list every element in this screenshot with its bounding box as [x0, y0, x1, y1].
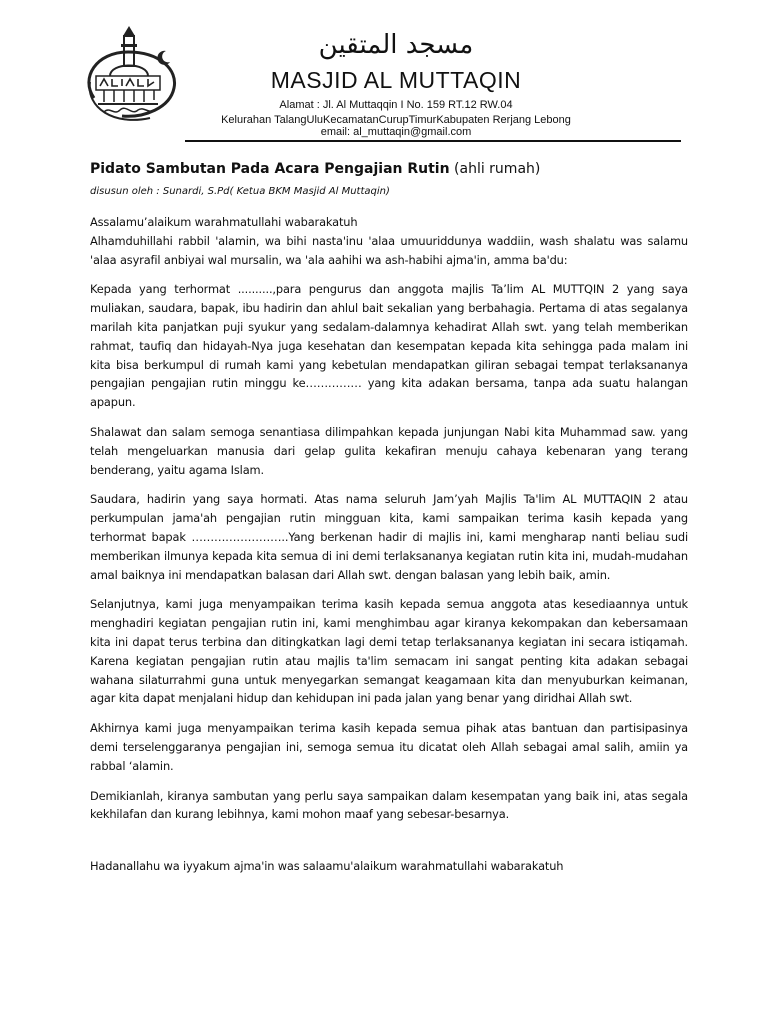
body-paragraph: Selanjutnya, kami juga menyampaikan terima kasih kepada semua anggota atas kesediaannya untuk menghadiri kegiatan pengajian rutin ini, kami menghimbau agar kiranya kekompakan dan kebersamaan kita ini dapat terus terbina dan ditingkatkan lagi demi tetap terlaksananya kegiatan ini secara istiqamah. Karena kegiatan pengajian rutin atau majlis ta'lim semacam ini sangat penting kita adakan sebagai wahana silaturrahmi guna untuk menyegarkan semangat keagamaan kita dan menyuburkan keimanan, agar kita dapat menjalani hidup dan kehidupan ini pada jalan yang benar yang diridhai Allah swt.	[90, 597, 688, 706]
document-body	[90, 160, 688, 887]
letterhead-divider	[185, 140, 681, 142]
closing-paragraph: Hadanallahu wa iyyakum ajma'in was salaamu'alaikum warahmatullahi wabarakatuh	[90, 859, 564, 874]
document-title-suffix: (ahli rumah)	[449, 161, 541, 177]
body-paragraph: Saudara, hadirin yang saya hormati. Atas nama seluruh Jam’yah Majlis Ta'lim AL MUTTAQIN 2 atau perkumpulan jama'ah pengajian rutin mingguan kita, kami sampaikan terima kasih kepada yang terhormat bapak ……………………..Yang berkenan hadir di majlis ini, kami mengharap nanti beliau sudi memberikan ilmunya kepada kita semua di ini demi terlaksananya kegiatan rutin kita ini, mudah-mudahan amal baiknya ini mendapatkan balasan dari Allah swt. dengan balasan yang lebih baik, amin.	[90, 492, 688, 582]
body-paragraph: Shalawat dan salam semoga senantiasa dilimpahkan kepada junjungan Nabi kita Muhammad saw. yang telah mengeluarkan manusia dari gelap gulita kekafiran menuju cahaya kebenaran yang terang benderang, yaitu agama Islam.	[90, 424, 688, 477]
mosque-arabic-name: مسجد المتقين	[318, 30, 474, 60]
document-title	[90, 160, 688, 179]
document-author: disusun oleh : Sunardi, S.Pd( Ketua BKM Masjid Al Muttaqin)	[90, 186, 390, 197]
body-paragraph: Akhirnya kami juga menyampaikan terima kasih kepada semua pihak atas bantuan dan partisipasinya demi terselenggaranya pengajian ini, semoga semua itu dicatat oleh Allah sebagai amal salih, amiin ya rabbal ‘alamin.	[90, 721, 688, 773]
body-paragraph: Demikianlah, kiranya sambutan yang perlu saya sampaikan dalam kesempatan yang baik ini, atas segala kekhilafan dan kurang lebihnya, kami mohon maaf yang sebesar-besarnya.	[90, 788, 688, 822]
body-paragraph: Kepada yang terhormat ..........,para pengurus dan anggota majlis Ta’lim AL MUTTQIN 2 yang saya muliakan, saudara, bapak, ibu hadirin dan ahlul bait sekalian yang berbahagia. Pertama di atas segalanya marilah kita panjatkan puji syukur yang sedalam-dalamnya kehadirat Allah swt. yang telah memberikan rahmat, taufiq dan hidayah-Nya juga kesehatan dan kesempatan kepada kita sehingga pada malam ini kita bisa berkumpul di rumah kami yang kebetulan mendapatkan giliran sebagai tempat terlaksananya pengajian pengajian rutin minggu ke…………… yang kita adakan bersama, tanpa ada suatu halangan apapun.	[90, 282, 688, 410]
document-title-main: Pidato Sambutan Pada Acara Pengajian Rutin	[90, 161, 450, 177]
mosque-email: email: al_muttaqin@gmail.com	[320, 126, 472, 138]
mosque-address: Alamat : Jl. Al Muttaqqin I No. 159 RT.12 RW.04	[279, 99, 513, 111]
greeting-paragraph: Assalamu’alaikum warahmatullahi wabarakatuh	[90, 215, 358, 229]
mosque-name: MASJID AL MUTTAQIN	[270, 67, 522, 93]
mosque-kelurahan: Kelurahan TalangUluKecamatanCurupTimurKabupaten Rerjang Lebong	[221, 114, 571, 126]
opening-paragraph: Alhamduhillahi rabbil 'alamin, wa bihi nasta'inu 'alaa umuuriddunya waddiin, wash shalatu was salamu 'alaa asyrafil anbiyai wal mursalin, wa 'ala aahihi wa ash-habihi ajma'in, amma ba'du:	[90, 233, 688, 267]
